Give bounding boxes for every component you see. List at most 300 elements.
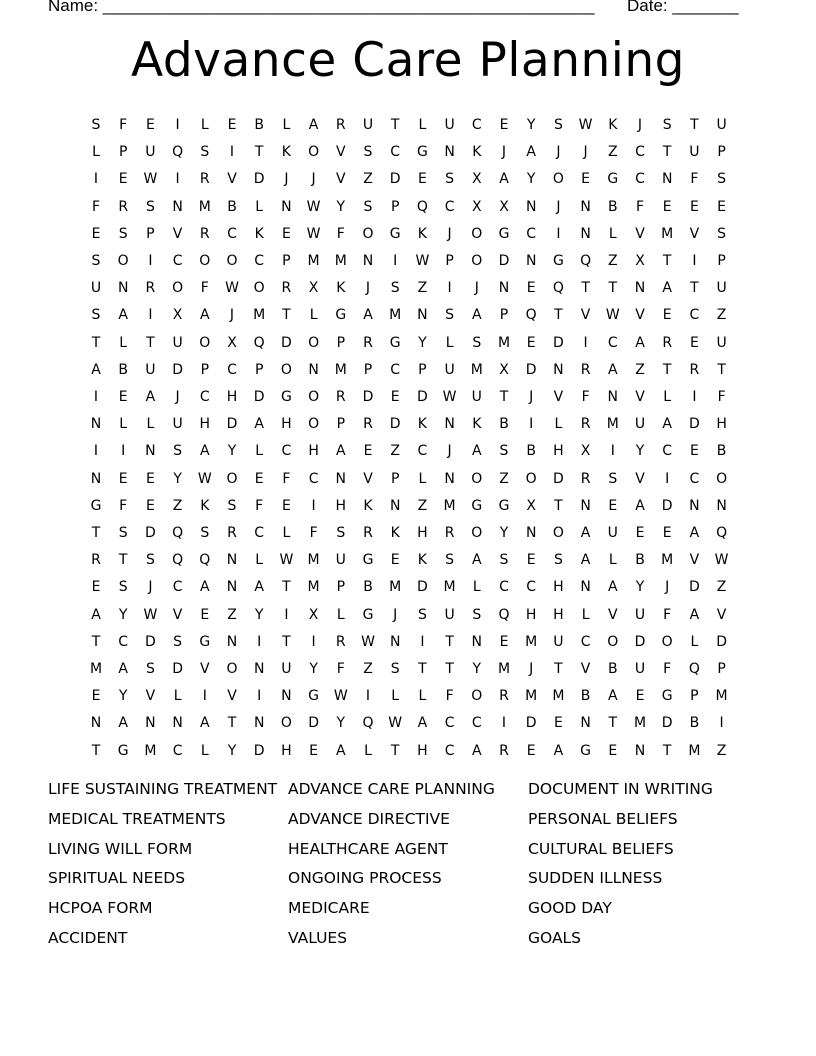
- grid-letter[interactable]: N: [471, 633, 483, 650]
- grid-letter[interactable]: S: [118, 525, 128, 541]
- grid-letter[interactable]: D: [716, 633, 727, 650]
- grid-letter[interactable]: W: [578, 117, 593, 133]
- grid-letter[interactable]: R: [145, 280, 156, 297]
- grid-letter[interactable]: P: [717, 253, 726, 269]
- grid-letter[interactable]: V: [336, 144, 346, 161]
- grid-letter[interactable]: F: [336, 225, 345, 242]
- grid-letter[interactable]: U: [716, 117, 727, 133]
- grid-letter[interactable]: N: [172, 198, 183, 215]
- grid-letter[interactable]: N: [226, 552, 238, 569]
- grid-letter[interactable]: I: [665, 470, 670, 487]
- grid-letter[interactable]: M: [633, 715, 647, 732]
- grid-letter[interactable]: U: [607, 525, 618, 541]
- grid-letter[interactable]: G: [199, 633, 211, 650]
- grid-letter[interactable]: V: [227, 171, 237, 188]
- grid-letter[interactable]: A: [200, 579, 210, 596]
- grid-letter[interactable]: J: [501, 144, 507, 161]
- grid-letter[interactable]: N: [417, 307, 428, 324]
- grid-letter[interactable]: T: [227, 715, 237, 732]
- grid-letter[interactable]: E: [254, 470, 264, 487]
- grid-letter[interactable]: D: [417, 579, 428, 596]
- grid-letter[interactable]: H: [553, 443, 564, 460]
- grid-letter[interactable]: I: [284, 606, 289, 623]
- grid-letter[interactable]: B: [526, 443, 536, 460]
- grid-letter[interactable]: K: [608, 117, 618, 133]
- grid-letter[interactable]: J: [393, 606, 398, 623]
- grid-letter[interactable]: H: [226, 389, 238, 405]
- grid-letter[interactable]: Q: [416, 198, 428, 215]
- grid-letter[interactable]: F: [119, 497, 128, 514]
- grid-letter[interactable]: A: [336, 742, 346, 759]
- grid-letter[interactable]: E: [662, 525, 672, 541]
- grid-letter[interactable]: D: [389, 416, 401, 433]
- grid-letter[interactable]: A: [472, 552, 482, 569]
- grid-letter[interactable]: E: [91, 579, 101, 596]
- grid-letter[interactable]: R: [580, 416, 591, 433]
- grid-letter[interactable]: U: [335, 552, 346, 569]
- grid-letter[interactable]: N: [689, 497, 700, 514]
- grid-letter[interactable]: Z: [363, 171, 373, 188]
- grid-letter[interactable]: C: [227, 361, 237, 378]
- grid-letter[interactable]: A: [363, 307, 373, 324]
- grid-letter[interactable]: R: [580, 470, 591, 487]
- grid-letter[interactable]: X: [526, 497, 536, 514]
- grid-letter[interactable]: T: [608, 280, 618, 297]
- grid-letter[interactable]: S: [390, 661, 400, 677]
- grid-letter[interactable]: Y: [336, 198, 346, 215]
- grid-letter[interactable]: R: [499, 742, 509, 759]
- grid-letter[interactable]: A: [689, 525, 700, 541]
- grid-letter[interactable]: L: [445, 334, 454, 351]
- grid-letter[interactable]: N: [525, 198, 537, 215]
- grid-letter[interactable]: W: [225, 280, 239, 297]
- grid-letter[interactable]: K: [200, 497, 210, 514]
- grid-letter[interactable]: V: [635, 470, 645, 487]
- grid-letter[interactable]: Z: [417, 280, 428, 297]
- grid-letter[interactable]: S: [200, 144, 210, 161]
- grid-letter[interactable]: O: [280, 715, 292, 732]
- grid-letter[interactable]: U: [553, 633, 564, 650]
- grid-letter[interactable]: J: [365, 280, 371, 297]
- name-field[interactable]: Name: ____________________________________________________: [48, 0, 595, 15]
- grid-letter[interactable]: H: [553, 606, 564, 623]
- grid-letter[interactable]: E: [499, 117, 509, 133]
- grid-letter[interactable]: T: [282, 307, 291, 324]
- grid-letter[interactable]: V: [172, 606, 183, 623]
- grid-letter[interactable]: C: [662, 443, 673, 460]
- grid-letter[interactable]: V: [145, 688, 156, 705]
- grid-letter[interactable]: I: [229, 144, 235, 161]
- grid-letter[interactable]: E: [281, 225, 291, 242]
- grid-letter[interactable]: M: [661, 552, 674, 569]
- grid-letter[interactable]: E: [118, 171, 128, 188]
- grid-letter[interactable]: M: [525, 633, 538, 650]
- grid-letter[interactable]: L: [200, 742, 209, 759]
- grid-letter[interactable]: L: [92, 144, 100, 161]
- grid-letter[interactable]: O: [471, 253, 483, 269]
- grid-letter[interactable]: A: [472, 443, 482, 460]
- grid-letter[interactable]: E: [200, 606, 210, 623]
- grid-letter[interactable]: C: [390, 144, 401, 161]
- grid-letter[interactable]: N: [580, 579, 591, 596]
- grid-letter[interactable]: D: [308, 715, 319, 732]
- grid-letter[interactable]: I: [583, 334, 588, 351]
- grid-letter[interactable]: D: [253, 171, 265, 188]
- grid-letter[interactable]: E: [717, 198, 727, 215]
- grid-letter[interactable]: S: [662, 117, 672, 133]
- grid-letter[interactable]: H: [417, 742, 428, 759]
- grid-letter[interactable]: A: [200, 307, 210, 324]
- grid-letter[interactable]: A: [499, 171, 509, 188]
- grid-letter[interactable]: P: [254, 361, 264, 378]
- grid-letter[interactable]: C: [526, 579, 537, 596]
- grid-letter[interactable]: O: [199, 253, 211, 269]
- grid-letter[interactable]: J: [447, 225, 452, 242]
- grid-letter[interactable]: S: [173, 633, 183, 650]
- grid-letter[interactable]: F: [282, 470, 291, 487]
- grid-letter[interactable]: X: [499, 198, 509, 215]
- grid-letter[interactable]: B: [118, 361, 128, 378]
- grid-letter[interactable]: G: [498, 497, 510, 514]
- grid-letter[interactable]: Y: [118, 606, 128, 623]
- grid-letter[interactable]: O: [308, 334, 320, 351]
- grid-letter[interactable]: O: [471, 470, 483, 487]
- grid-letter[interactable]: J: [665, 579, 670, 596]
- grid-letter[interactable]: V: [336, 171, 346, 188]
- grid-letter[interactable]: T: [390, 117, 400, 133]
- grid-letter[interactable]: U: [634, 606, 646, 623]
- grid-letter[interactable]: S: [445, 307, 455, 324]
- grid-letter[interactable]: Y: [309, 661, 318, 677]
- grid-letter[interactable]: N: [444, 416, 455, 433]
- grid-letter[interactable]: C: [689, 470, 700, 487]
- grid-letter[interactable]: T: [91, 742, 101, 759]
- grid-letter[interactable]: M: [606, 416, 619, 433]
- grid-letter[interactable]: C: [417, 443, 428, 460]
- grid-letter[interactable]: A: [254, 579, 264, 596]
- grid-letter[interactable]: T: [254, 144, 264, 161]
- grid-letter[interactable]: O: [253, 280, 265, 297]
- grid-letter[interactable]: X: [499, 361, 509, 378]
- grid-letter[interactable]: T: [662, 361, 672, 378]
- grid-letter[interactable]: A: [417, 715, 428, 732]
- grid-letter[interactable]: M: [198, 198, 211, 215]
- grid-letter[interactable]: W: [279, 552, 294, 569]
- grid-letter[interactable]: T: [690, 280, 699, 297]
- grid-letter[interactable]: J: [474, 280, 479, 297]
- grid-letter[interactable]: U: [444, 117, 455, 133]
- grid-letter[interactable]: C: [471, 715, 482, 732]
- grid-letter[interactable]: A: [608, 688, 618, 705]
- grid-letter[interactable]: B: [363, 579, 373, 596]
- grid-letter[interactable]: E: [526, 552, 536, 569]
- grid-letter[interactable]: M: [661, 225, 674, 242]
- grid-letter[interactable]: Y: [418, 334, 427, 351]
- grid-letter[interactable]: V: [689, 552, 700, 569]
- grid-letter[interactable]: K: [472, 416, 482, 433]
- grid-letter[interactable]: I: [311, 497, 316, 514]
- grid-letter[interactable]: V: [635, 307, 645, 324]
- grid-letter[interactable]: O: [308, 389, 320, 405]
- grid-letter[interactable]: B: [607, 198, 618, 215]
- grid-letter[interactable]: Y: [336, 715, 346, 732]
- grid-letter[interactable]: C: [580, 633, 591, 650]
- grid-letter[interactable]: N: [580, 198, 591, 215]
- grid-letter[interactable]: N: [634, 280, 646, 297]
- grid-letter[interactable]: V: [635, 225, 645, 242]
- grid-letter[interactable]: E: [118, 470, 128, 487]
- grid-letter[interactable]: M: [497, 661, 511, 677]
- grid-letter[interactable]: H: [716, 416, 727, 433]
- grid-letter[interactable]: I: [175, 171, 180, 188]
- grid-letter[interactable]: Z: [635, 361, 645, 378]
- grid-letter[interactable]: E: [526, 280, 536, 297]
- grid-letter[interactable]: P: [200, 361, 210, 378]
- grid-letter[interactable]: X: [308, 606, 319, 623]
- grid-letter[interactable]: M: [470, 361, 483, 378]
- grid-letter[interactable]: X: [472, 198, 482, 215]
- grid-letter[interactable]: I: [529, 416, 534, 433]
- grid-letter[interactable]: O: [471, 225, 483, 242]
- grid-letter[interactable]: D: [525, 361, 537, 378]
- grid-letter[interactable]: Z: [716, 579, 727, 596]
- grid-letter[interactable]: Q: [172, 144, 184, 161]
- grid-letter[interactable]: A: [662, 280, 672, 297]
- grid-letter[interactable]: N: [90, 416, 102, 433]
- grid-letter[interactable]: T: [282, 633, 291, 650]
- grid-letter[interactable]: B: [607, 661, 618, 677]
- grid-letter[interactable]: D: [661, 715, 673, 732]
- grid-letter[interactable]: L: [309, 307, 318, 324]
- grid-letter[interactable]: M: [497, 334, 511, 351]
- grid-letter[interactable]: M: [307, 552, 320, 569]
- grid-letter[interactable]: N: [145, 715, 156, 732]
- grid-letter[interactable]: Y: [472, 661, 482, 677]
- grid-letter[interactable]: C: [390, 361, 401, 378]
- grid-letter[interactable]: E: [689, 198, 699, 215]
- grid-letter[interactable]: T: [690, 117, 699, 133]
- grid-letter[interactable]: O: [117, 253, 129, 269]
- grid-letter[interactable]: I: [719, 715, 724, 732]
- grid-letter[interactable]: O: [525, 470, 537, 487]
- grid-letter[interactable]: T: [282, 579, 291, 596]
- grid-letter[interactable]: A: [472, 307, 482, 324]
- grid-letter[interactable]: P: [336, 579, 346, 596]
- grid-letter[interactable]: I: [610, 443, 615, 460]
- grid-letter[interactable]: Z: [363, 661, 373, 677]
- grid-letter[interactable]: F: [309, 525, 318, 541]
- grid-letter[interactable]: S: [200, 525, 210, 541]
- grid-letter[interactable]: Q: [253, 334, 265, 351]
- grid-letter[interactable]: B: [689, 715, 700, 732]
- grid-letter[interactable]: R: [363, 334, 373, 351]
- grid-letter[interactable]: V: [553, 389, 564, 405]
- grid-letter[interactable]: W: [306, 225, 321, 242]
- grid-letter[interactable]: A: [254, 416, 264, 433]
- grid-letter[interactable]: W: [415, 253, 430, 269]
- grid-letter[interactable]: O: [226, 661, 238, 677]
- grid-letter[interactable]: A: [200, 443, 210, 460]
- grid-letter[interactable]: T: [662, 144, 672, 161]
- grid-letter[interactable]: A: [308, 117, 319, 133]
- grid-letter[interactable]: A: [580, 552, 591, 569]
- grid-letter[interactable]: I: [393, 253, 398, 269]
- grid-letter[interactable]: S: [499, 552, 509, 569]
- grid-letter[interactable]: T: [418, 661, 427, 677]
- grid-letter[interactable]: V: [608, 606, 618, 623]
- grid-letter[interactable]: Y: [173, 470, 182, 487]
- grid-letter[interactable]: F: [445, 688, 454, 705]
- grid-letter[interactable]: N: [580, 225, 591, 242]
- grid-letter[interactable]: N: [389, 633, 401, 650]
- grid-letter[interactable]: E: [553, 715, 563, 732]
- grid-letter[interactable]: G: [362, 606, 374, 623]
- grid-letter[interactable]: W: [361, 633, 375, 650]
- grid-letter[interactable]: E: [363, 443, 373, 460]
- grid-letter[interactable]: S: [91, 253, 101, 269]
- grid-letter[interactable]: O: [552, 171, 564, 188]
- grid-letter[interactable]: A: [91, 361, 101, 378]
- grid-letter[interactable]: C: [499, 579, 509, 596]
- grid-letter[interactable]: P: [390, 470, 400, 487]
- grid-letter[interactable]: E: [689, 334, 699, 351]
- grid-letter[interactable]: B: [227, 198, 237, 215]
- grid-letter[interactable]: D: [689, 579, 700, 596]
- grid-letter[interactable]: V: [363, 470, 373, 487]
- grid-letter[interactable]: M: [334, 253, 347, 269]
- grid-letter[interactable]: N: [607, 389, 619, 405]
- grid-letter[interactable]: J: [583, 144, 588, 161]
- grid-letter[interactable]: O: [552, 525, 564, 541]
- grid-letter[interactable]: Q: [525, 307, 537, 324]
- grid-letter[interactable]: U: [172, 334, 183, 351]
- grid-letter[interactable]: L: [581, 606, 590, 623]
- grid-letter[interactable]: L: [200, 117, 209, 133]
- grid-letter[interactable]: Y: [118, 688, 128, 705]
- grid-letter[interactable]: U: [444, 361, 455, 378]
- grid-letter[interactable]: E: [145, 470, 155, 487]
- grid-letter[interactable]: V: [580, 307, 591, 324]
- grid-letter[interactable]: L: [690, 633, 699, 650]
- grid-letter[interactable]: E: [390, 552, 400, 569]
- grid-letter[interactable]: A: [608, 361, 618, 378]
- grid-letter[interactable]: L: [282, 117, 291, 133]
- grid-letter[interactable]: E: [662, 198, 672, 215]
- grid-letter[interactable]: N: [335, 470, 347, 487]
- grid-letter[interactable]: K: [417, 416, 427, 433]
- grid-letter[interactable]: D: [553, 334, 564, 351]
- grid-letter[interactable]: L: [418, 688, 427, 705]
- grid-letter[interactable]: E: [581, 171, 591, 188]
- grid-letter[interactable]: U: [716, 280, 727, 297]
- grid-letter[interactable]: K: [417, 225, 427, 242]
- grid-letter[interactable]: Z: [608, 144, 618, 161]
- grid-letter[interactable]: Y: [526, 117, 536, 133]
- grid-letter[interactable]: A: [608, 579, 618, 596]
- grid-letter[interactable]: N: [145, 443, 156, 460]
- grid-letter[interactable]: N: [362, 253, 374, 269]
- grid-letter[interactable]: S: [717, 171, 727, 188]
- grid-letter[interactable]: C: [118, 633, 129, 650]
- grid-letter[interactable]: L: [608, 225, 617, 242]
- grid-letter[interactable]: M: [715, 688, 728, 705]
- grid-letter[interactable]: S: [363, 198, 373, 215]
- grid-letter[interactable]: U: [90, 280, 102, 297]
- grid-letter[interactable]: Q: [498, 606, 510, 623]
- grid-letter[interactable]: L: [391, 688, 400, 705]
- grid-letter[interactable]: M: [443, 579, 456, 596]
- grid-letter[interactable]: T: [390, 742, 400, 759]
- grid-letter[interactable]: E: [227, 117, 237, 133]
- grid-letter[interactable]: E: [689, 443, 699, 460]
- grid-letter[interactable]: W: [605, 307, 620, 324]
- grid-letter[interactable]: N: [661, 171, 673, 188]
- grid-letter[interactable]: F: [255, 497, 264, 514]
- grid-letter[interactable]: S: [445, 552, 455, 569]
- grid-letter[interactable]: O: [716, 470, 728, 487]
- grid-letter[interactable]: S: [91, 307, 101, 324]
- grid-letter[interactable]: F: [717, 389, 726, 405]
- grid-letter[interactable]: C: [444, 198, 455, 215]
- grid-letter[interactable]: L: [336, 606, 345, 623]
- grid-letter[interactable]: D: [145, 525, 156, 541]
- grid-letter[interactable]: N: [580, 715, 591, 732]
- grid-letter[interactable]: X: [635, 253, 645, 269]
- grid-letter[interactable]: T: [91, 633, 101, 650]
- grid-letter[interactable]: G: [471, 497, 483, 514]
- grid-letter[interactable]: K: [281, 144, 291, 161]
- grid-letter[interactable]: J: [529, 389, 534, 405]
- grid-letter[interactable]: A: [689, 606, 700, 623]
- grid-letter[interactable]: C: [444, 742, 455, 759]
- grid-letter[interactable]: C: [172, 253, 183, 269]
- grid-letter[interactable]: H: [281, 416, 292, 433]
- grid-letter[interactable]: Q: [552, 280, 564, 297]
- grid-letter[interactable]: B: [499, 416, 509, 433]
- grid-letter[interactable]: C: [635, 144, 645, 161]
- grid-letter[interactable]: F: [663, 606, 672, 623]
- grid-letter[interactable]: Y: [635, 579, 645, 596]
- grid-letter[interactable]: Y: [227, 443, 237, 460]
- grid-letter[interactable]: C: [172, 742, 183, 759]
- grid-letter[interactable]: G: [607, 171, 619, 188]
- grid-letter[interactable]: P: [336, 416, 346, 433]
- grid-letter[interactable]: L: [119, 416, 128, 433]
- grid-letter[interactable]: P: [418, 361, 427, 378]
- grid-letter[interactable]: S: [417, 606, 427, 623]
- grid-letter[interactable]: R: [363, 416, 373, 433]
- grid-letter[interactable]: T: [91, 525, 101, 541]
- grid-letter[interactable]: W: [388, 715, 403, 732]
- grid-letter[interactable]: E: [118, 389, 128, 405]
- grid-letter[interactable]: X: [580, 443, 591, 460]
- grid-letter[interactable]: L: [282, 525, 291, 541]
- grid-letter[interactable]: N: [444, 470, 455, 487]
- grid-letter[interactable]: H: [281, 742, 292, 759]
- grid-letter[interactable]: V: [635, 389, 645, 405]
- grid-letter[interactable]: A: [118, 715, 128, 732]
- grid-letter[interactable]: U: [634, 661, 646, 677]
- grid-letter[interactable]: O: [471, 688, 483, 705]
- grid-letter[interactable]: O: [308, 416, 320, 433]
- grid-letter[interactable]: D: [226, 416, 238, 433]
- grid-letter[interactable]: P: [445, 253, 454, 269]
- grid-letter[interactable]: X: [472, 171, 482, 188]
- grid-letter[interactable]: A: [145, 389, 156, 405]
- grid-letter[interactable]: G: [580, 742, 592, 759]
- grid-letter[interactable]: D: [172, 661, 183, 677]
- grid-letter[interactable]: T: [662, 742, 672, 759]
